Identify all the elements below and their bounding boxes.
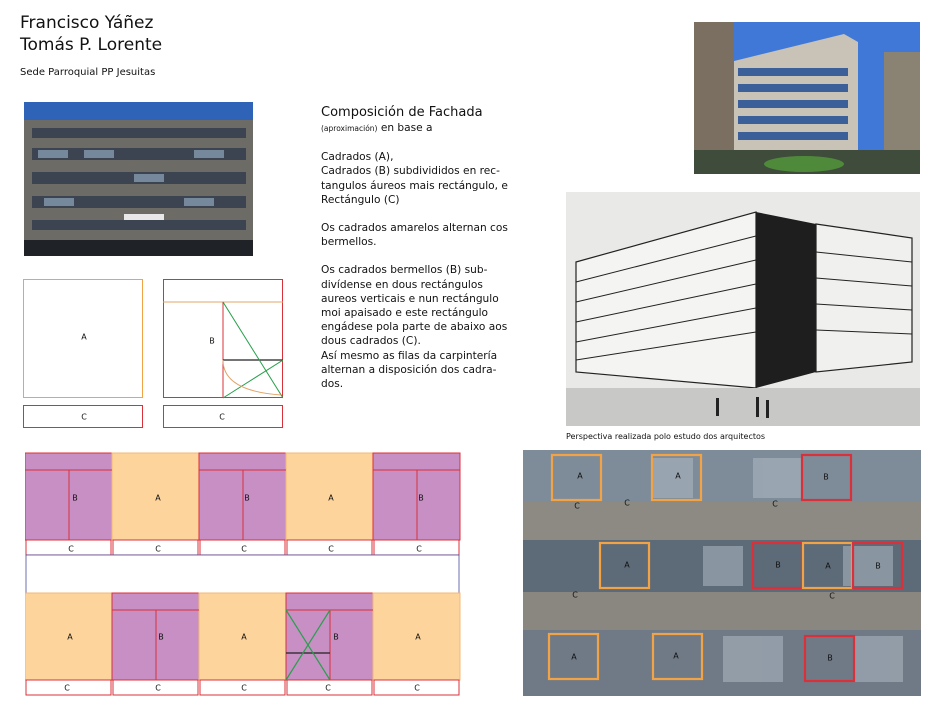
facade-composition-diagram bbox=[25, 452, 461, 698]
label-b: B bbox=[875, 561, 881, 571]
sketch-caption: Perspectiva realizada polo estudo dos arquitectos bbox=[566, 432, 766, 441]
label-c: C bbox=[241, 544, 247, 554]
diagram-square-a bbox=[23, 279, 143, 429]
label-b: B bbox=[72, 493, 78, 503]
label-c: C bbox=[624, 498, 630, 508]
label-c: C bbox=[219, 412, 225, 422]
label-a: A bbox=[155, 493, 161, 503]
building-subtitle: Sede Parroquial PP Jesuitas bbox=[20, 67, 156, 78]
label-c: C bbox=[574, 501, 580, 511]
composition-text bbox=[321, 104, 536, 391]
paragraph-2: Os cadrados amarelos alternan cos bermellos. bbox=[321, 222, 508, 249]
label-a: A bbox=[673, 651, 679, 661]
diagram-square-b bbox=[163, 279, 283, 429]
label-c: C bbox=[325, 683, 331, 693]
paragraph-1: Cadrados (A), Cadrados (B) subdivididos en rec- tangulos áureos mais rectángulo, e Rectángulo (C) bbox=[321, 151, 508, 206]
composition-heading: Composición de Fachada bbox=[321, 105, 483, 120]
label-c: C bbox=[414, 683, 420, 693]
label-a: A bbox=[328, 493, 334, 503]
label-c: C bbox=[241, 683, 247, 693]
label-a: A bbox=[81, 332, 87, 342]
label-b: B bbox=[158, 632, 164, 642]
label-c: C bbox=[829, 591, 835, 601]
annotated-facade-photo bbox=[523, 450, 921, 696]
composition-subheading: (aproximación) en base a bbox=[321, 122, 433, 134]
label-a: A bbox=[624, 560, 630, 570]
facade-photo bbox=[24, 102, 253, 256]
label-b: B bbox=[418, 493, 424, 503]
label-b: B bbox=[333, 632, 339, 642]
perspective-sketch bbox=[566, 192, 920, 426]
label-c: C bbox=[68, 544, 74, 554]
street-photo bbox=[694, 22, 920, 174]
label-c: C bbox=[155, 683, 161, 693]
label-c: C bbox=[572, 590, 578, 600]
architect-name-2: Tomás P. Lorente bbox=[20, 35, 163, 55]
label-b: B bbox=[244, 493, 250, 503]
label-c: C bbox=[64, 683, 70, 693]
label-b: B bbox=[775, 560, 781, 570]
label-a: A bbox=[67, 632, 73, 642]
label-a: A bbox=[415, 632, 421, 642]
paragraph-3: Os cadrados bermellos (B) sub- divídense en dous rectángulos aureos verticais e nun rectángulo moi apaisado e este rectángulo engádese pola parte de abaixo aos dous cadrados (C). Así mesmo as filas da carpintería alternan a disposición dos cadra- dos. bbox=[321, 264, 508, 391]
label-c: C bbox=[772, 499, 778, 509]
architect-name-1: Francisco Yáñez bbox=[20, 13, 154, 33]
architect-names bbox=[20, 12, 162, 56]
label-a: A bbox=[571, 652, 577, 662]
label-b: B bbox=[823, 472, 829, 482]
label-c: C bbox=[328, 544, 334, 554]
label-c: C bbox=[81, 412, 87, 422]
label-a: A bbox=[675, 471, 681, 481]
label-a: A bbox=[825, 561, 831, 571]
label-c: C bbox=[416, 544, 422, 554]
label-b: B bbox=[209, 336, 215, 346]
label-c: C bbox=[155, 544, 161, 554]
label-a: A bbox=[577, 471, 583, 481]
label-b: B bbox=[827, 653, 833, 663]
label-a: A bbox=[241, 632, 247, 642]
